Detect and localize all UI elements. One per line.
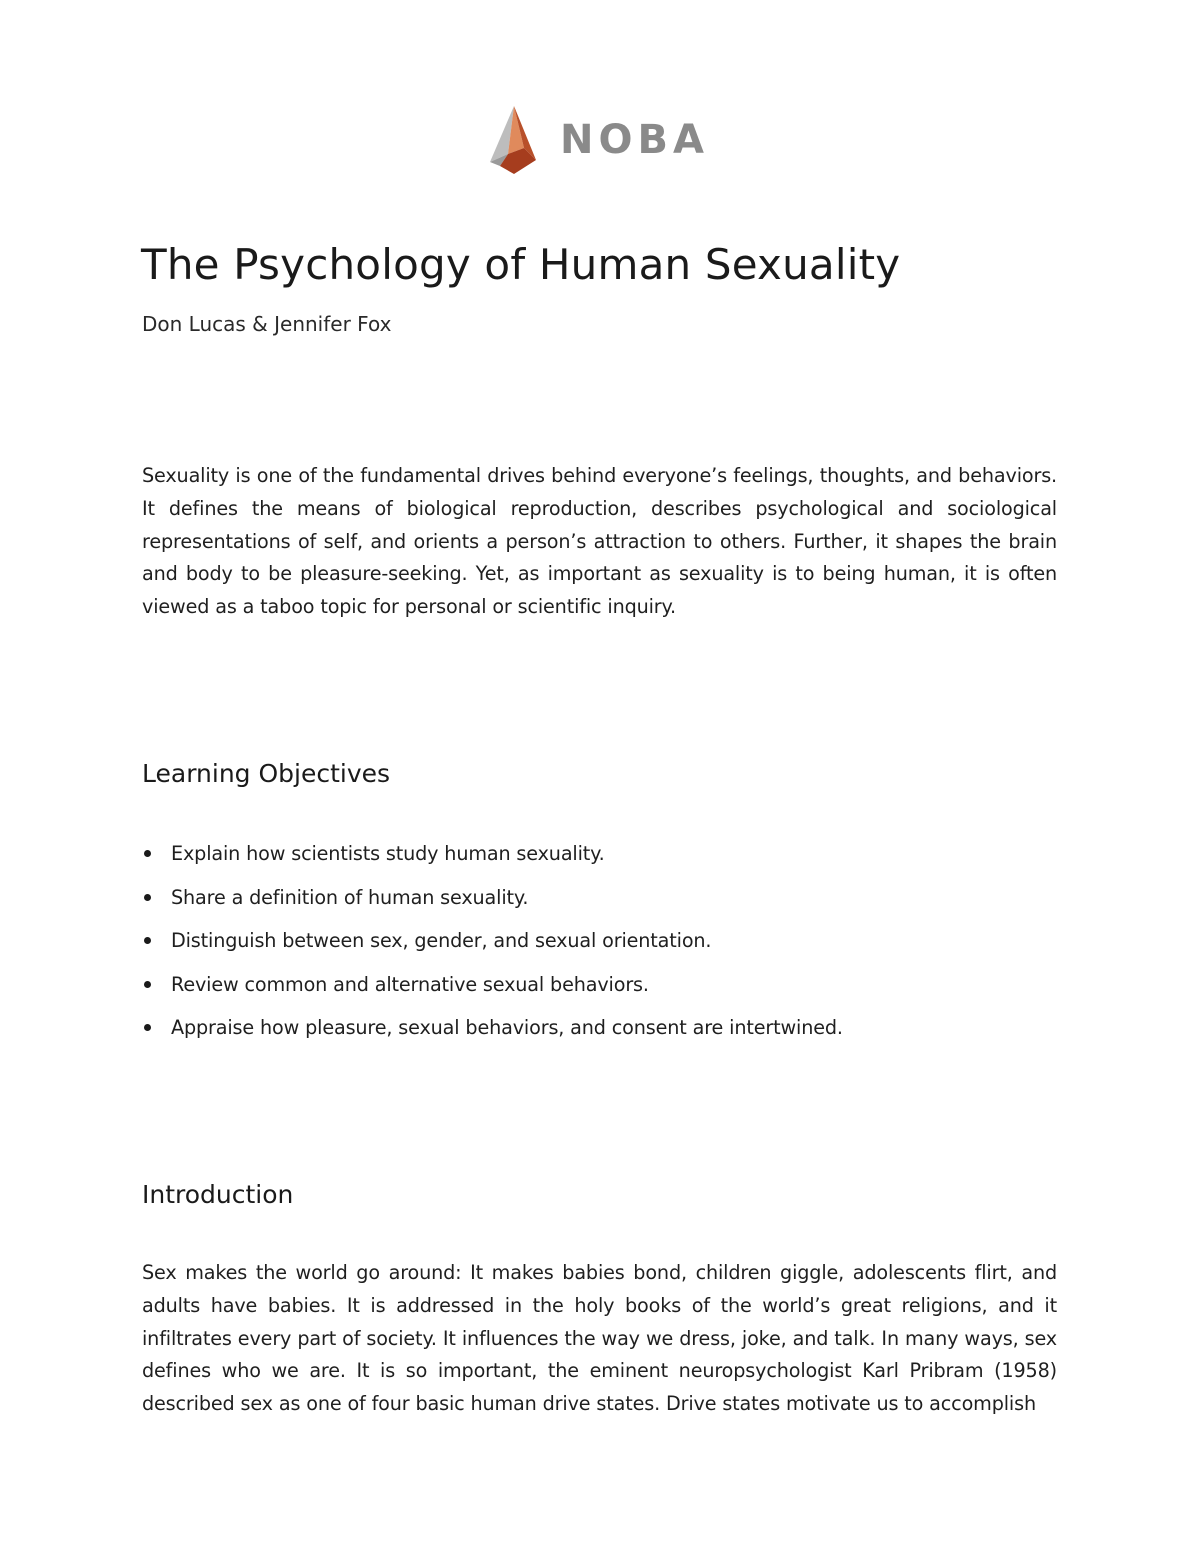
list-item bbox=[142, 925, 843, 969]
noba-logo bbox=[488, 104, 709, 176]
bullet-icon bbox=[144, 981, 151, 988]
learning-objectives-list bbox=[142, 838, 843, 1056]
list-item bbox=[142, 969, 843, 1013]
objective-text: Explain how scientists study human sexuality. bbox=[171, 842, 605, 865]
learning-objectives-heading: Learning Objectives bbox=[142, 759, 391, 788]
list-item bbox=[142, 882, 843, 926]
list-item bbox=[142, 1012, 843, 1056]
objective-text: Review common and alternative sexual behaviors. bbox=[171, 972, 649, 996]
bullet-icon bbox=[144, 894, 151, 901]
document-title: The Psychology of Human Sexuality bbox=[141, 240, 901, 289]
bullet-icon bbox=[144, 850, 151, 857]
bullet-icon bbox=[144, 937, 151, 944]
objective-text: Share a definition of human sexuality. bbox=[171, 885, 529, 909]
introduction-heading: Introduction bbox=[142, 1180, 294, 1209]
list-item bbox=[142, 838, 843, 882]
abstract-paragraph: Sexuality is one of the fundamental drives behind everyone’s feelings, thoughts, and behaviors. It defines the means of biological reproduction, describes psychological and sociological representations of self, and orients a person’s attraction to others. Further, it shapes the brain and body to be pleasure-seeking. Yet, as important as sexuality is to being human, it is often viewed as a taboo topic for personal or scientific inquiry. bbox=[142, 464, 1057, 619]
noba-wordmark: NOBA bbox=[560, 117, 709, 163]
objective-text: Distinguish between sex, gender, and sexual orientation. bbox=[171, 929, 712, 952]
objective-text: Appraise how pleasure, sexual behaviors, and consent are intertwined. bbox=[171, 1016, 843, 1039]
bullet-icon bbox=[144, 1024, 151, 1031]
introduction-paragraph: Sex makes the world go around: It makes babies bond, children giggle, adolescents flirt, and adults have babies. It is addressed in the holy books of the world’s great religions, and it infiltrates every part of society. It influences the way we dress, joke, and talk. In many ways, sex defines who we are. It is so important, the eminent neuropsychologist Karl Pribram (1958) described sex as one of four basic human drive states. Drive states motivate us to accomplish bbox=[142, 1261, 1057, 1416]
noba-flame-icon bbox=[488, 104, 540, 176]
document-authors: Don Lucas & Jennifer Fox bbox=[142, 312, 392, 336]
